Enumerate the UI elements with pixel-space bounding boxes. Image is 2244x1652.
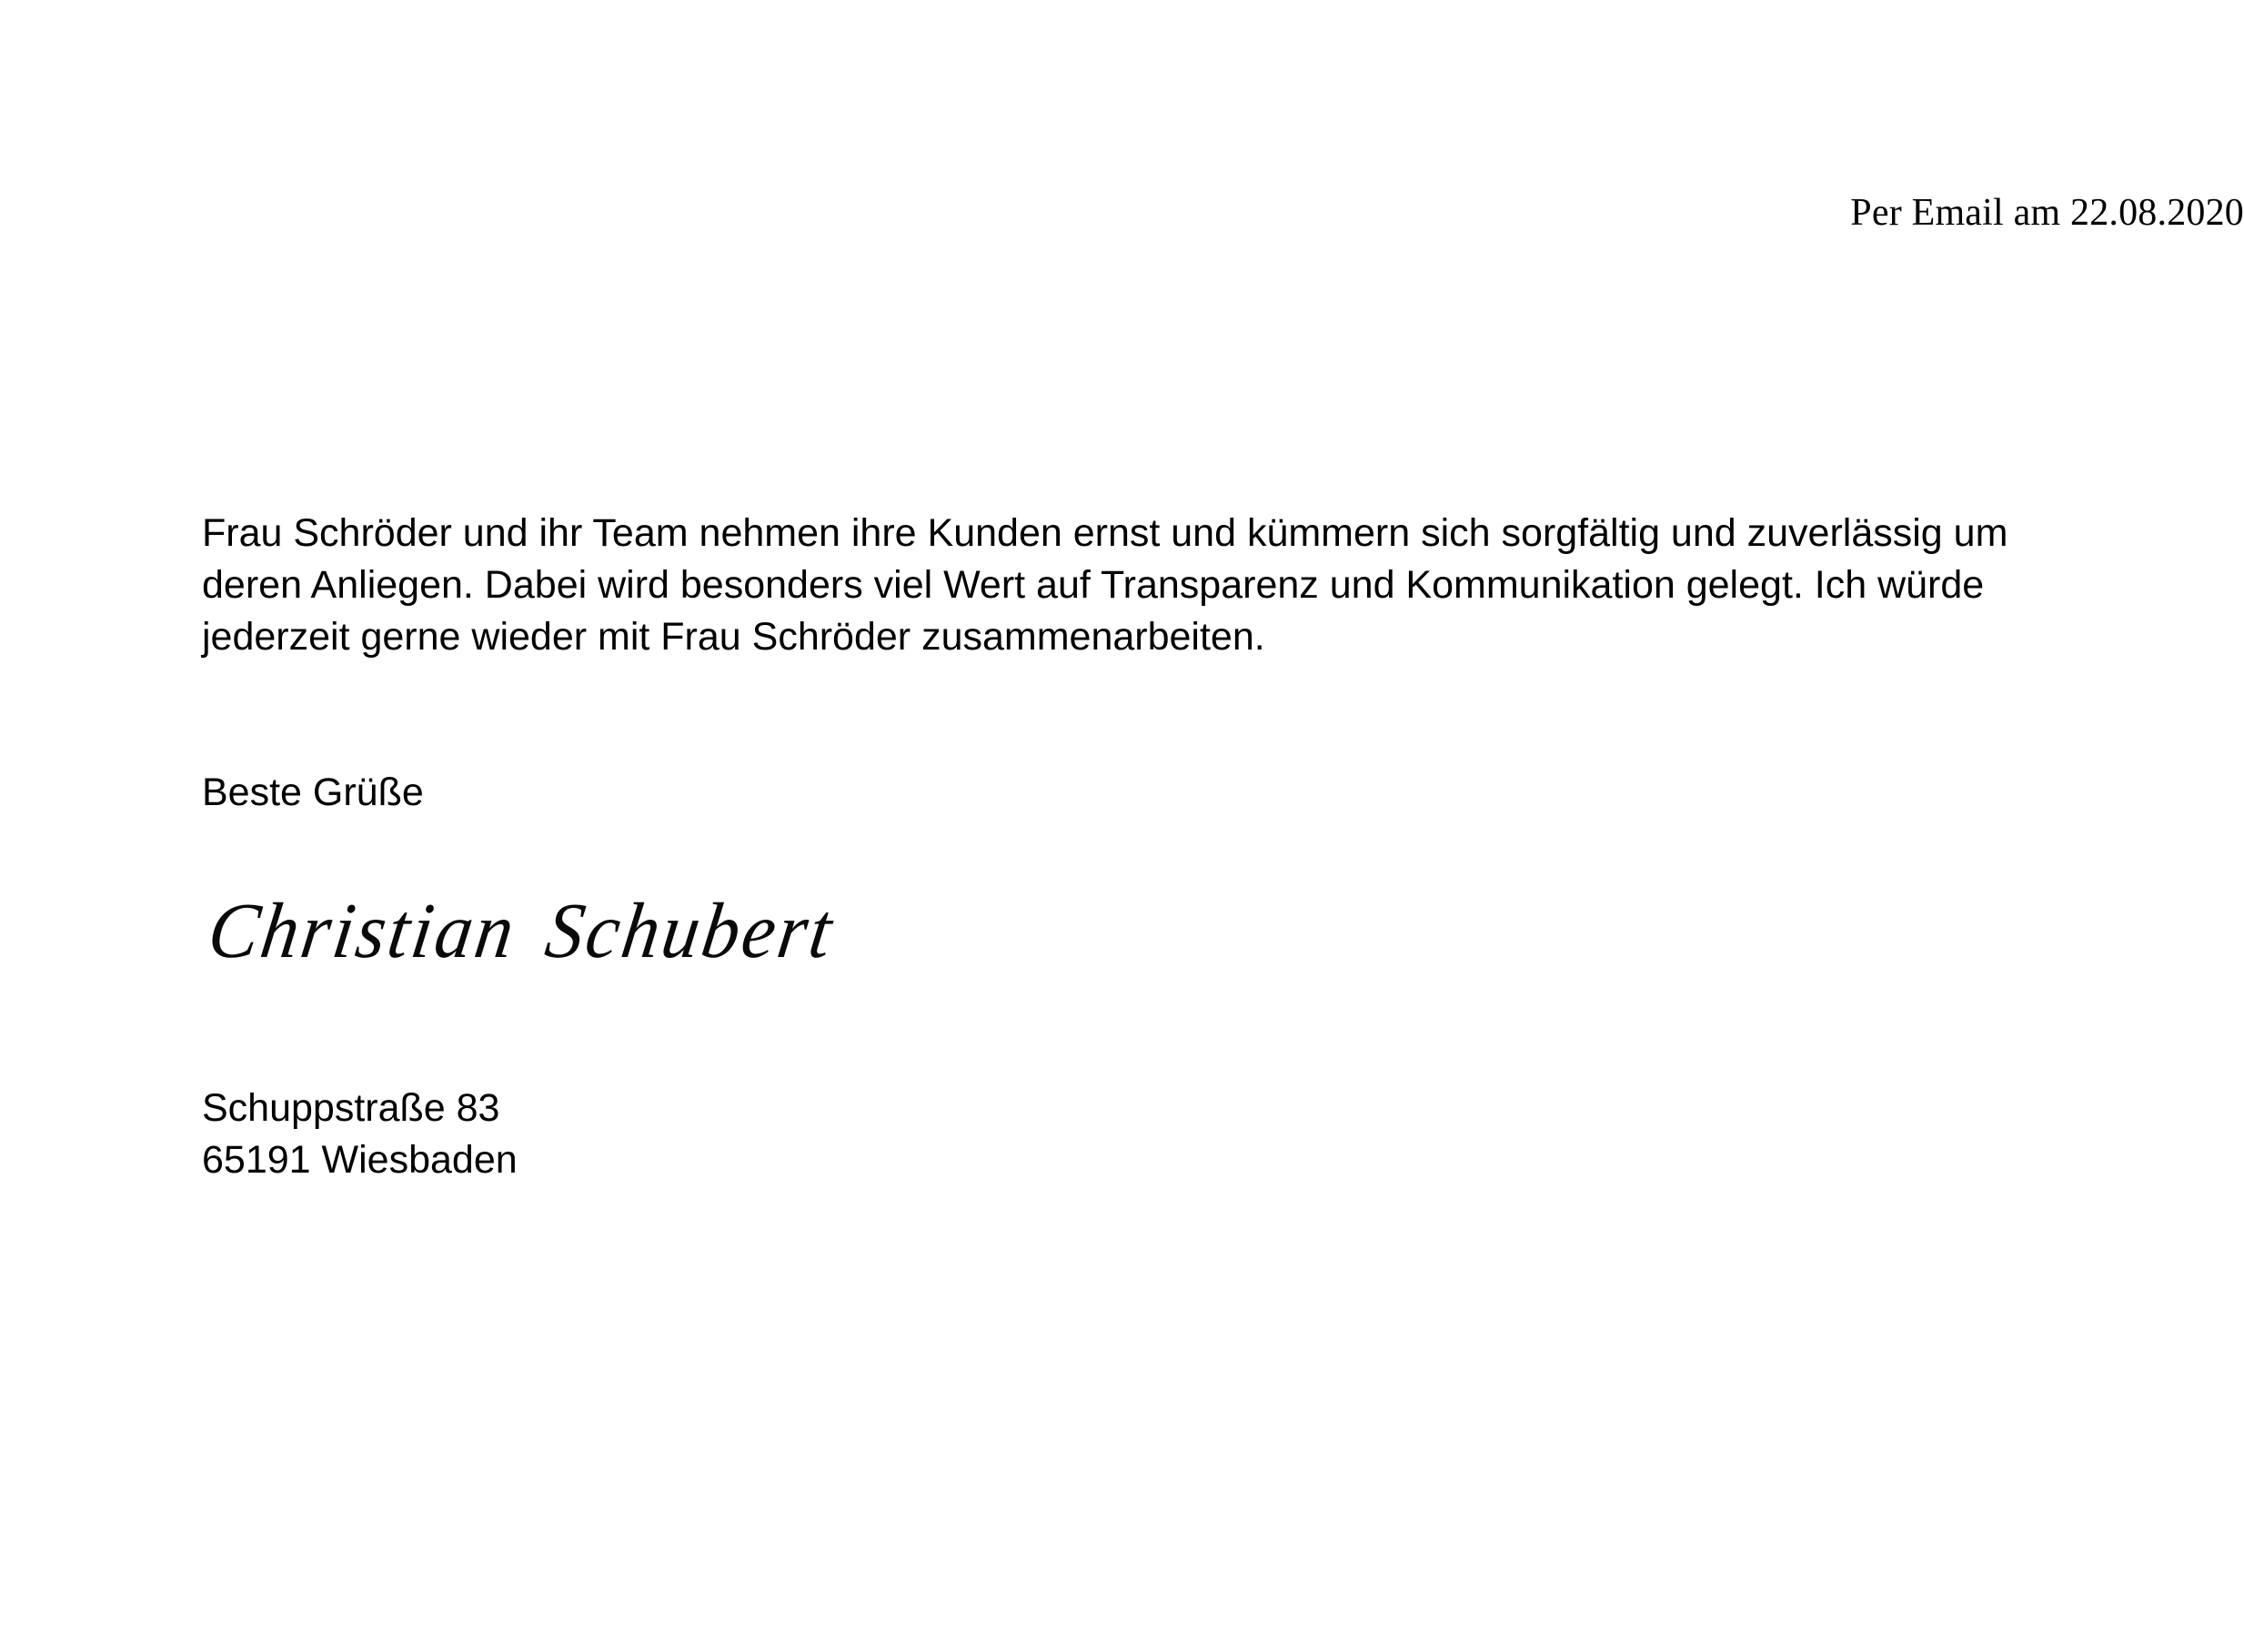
date-line: Per Email am 22.08.2020: [1850, 192, 2244, 234]
signature-last-name: Schubert: [540, 886, 840, 975]
handwritten-signature: [203, 886, 840, 975]
letter-body: [202, 508, 2067, 664]
body-paragraph: Frau Schröder und ihr Team nehmen ihre Kunden ernst und kümmern sich sorgfältig und zuverlässig um deren Anliegen. Dabei wird besonders viel Wert auf Transparenz und Kommunikation gelegt. Ich würde jederzeit gerne wieder mit Frau Schröder zusammenarbeiten.: [202, 511, 2008, 660]
closing-salutation: Beste Grüße: [202, 771, 424, 814]
sender-address: [202, 1083, 518, 1186]
signature-first-name: Christian: [203, 886, 522, 975]
address-city: 65191 Wiesbaden: [202, 1138, 518, 1183]
address-street: Schuppstraße 83: [202, 1086, 500, 1130]
